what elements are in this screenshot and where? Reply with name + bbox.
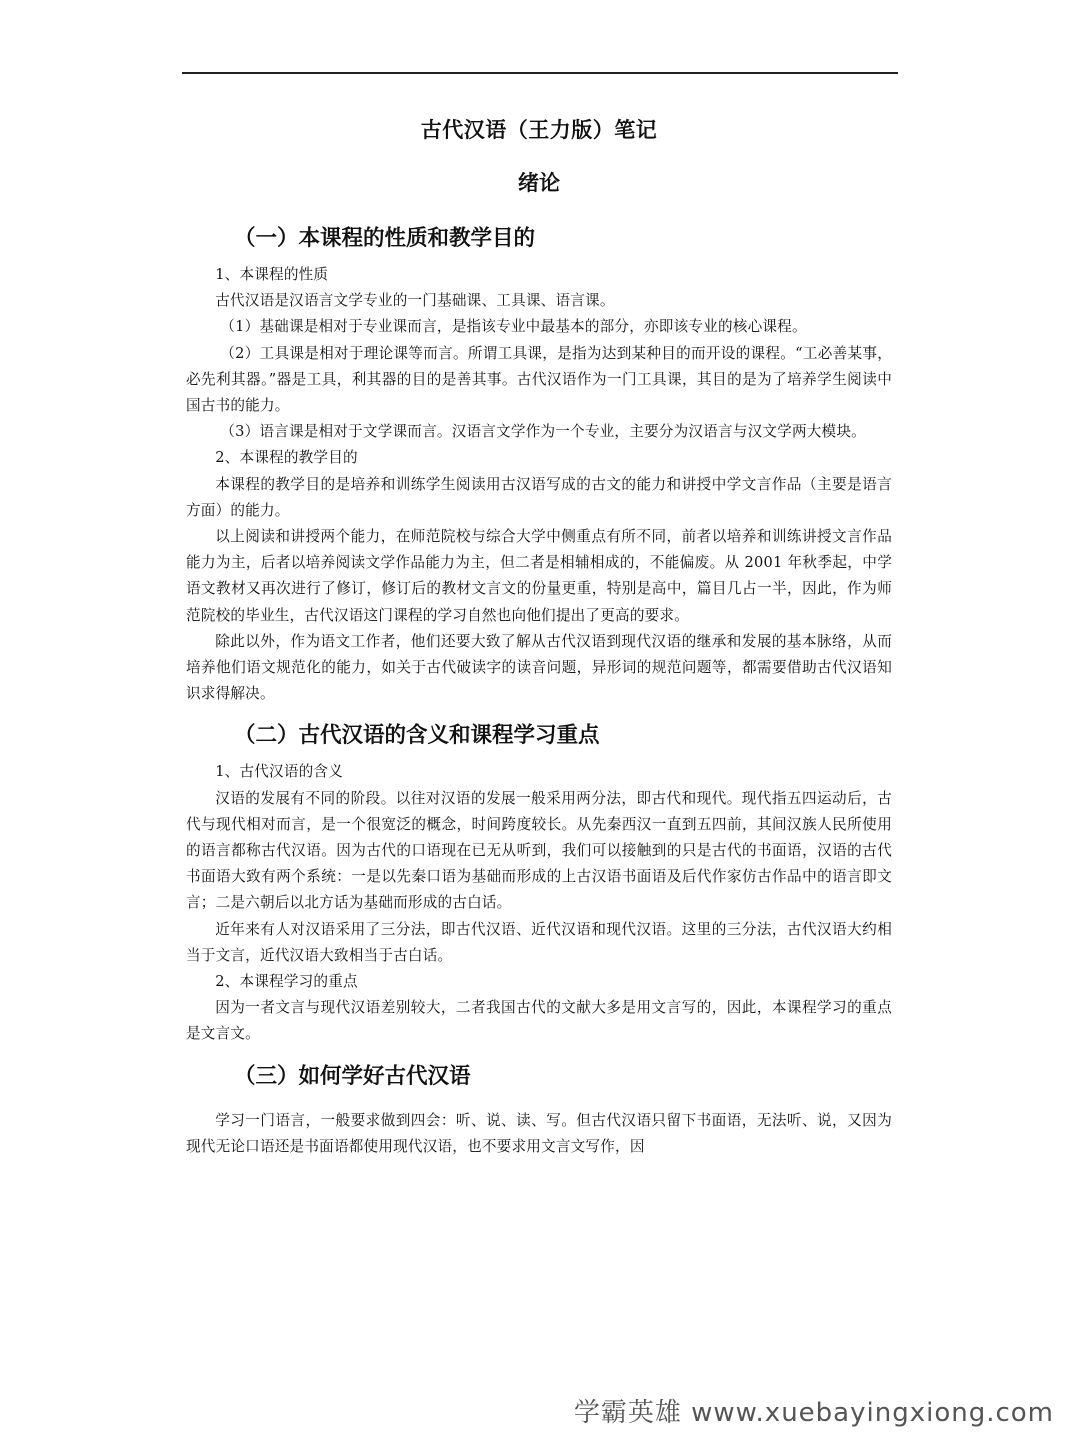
paragraph: 汉语的发展有不同的阶段。以往对汉语的发展一般采用两分法，即古代和现代。现代指五四运动后，古代与现代相对而言，是一个很宽泛的概念，时间跨度较长。从先秦西汉一直到五四前，其间汉族人民所使用的语言都称古代汉语。因为古代的口语现在已无从听到，我们可以接触到的只是古代的书面语，汉语的古代书面语大致有两个系统：一是以先秦口语为基础而形成的上古汉语书面语及后代作家仿古作品中的语言即文言；二是六朝后以北方话为基础而形成的古白话。 — [186, 789, 892, 912]
subsection-heading: 1、本课程的性质 — [215, 266, 329, 283]
paragraph: （1）基础课是相对于专业课而言，是指该专业中最基本的部分，亦即该专业的核心课程。 — [220, 318, 807, 336]
section-heading: （一）本课程的性质和教学目的 — [234, 226, 536, 251]
document-title: 古代汉语（王力版）笔记 — [420, 117, 658, 142]
paragraph: 本课程的教学目的是培养和训练学生阅读用古汉语写成的古文的能力和讲授中学文言作品（主要是语言方面）的能力。 — [186, 475, 892, 519]
paragraph: （3）语言课是相对于文学课而言。汉语言文学作为一个专业，主要分为汉语言与汉文学两大模块。 — [220, 423, 866, 441]
subsection-heading: 2、本课程学习的重点 — [215, 973, 358, 991]
paragraph: 近年来有人对汉语采用了三分法，即古代汉语、近代汉语和现代汉语。这里的三分法，古代汉语大约相当于文言，近代汉语大致相当于古白话。 — [186, 920, 892, 964]
header-rule — [182, 72, 898, 74]
subsection-heading: 2、本课程的教学目的 — [215, 449, 358, 467]
section-heading: （二）古代汉语的含义和课程学习重点 — [234, 723, 600, 749]
paragraph: 学习一门语言，一般要求做到四会：听、说、读、写。但古代汉语只留下书面语，无法听、说，又因为现代无论口语还是书面语都使用现代汉语，也不要求用文言文写作，因 — [186, 1111, 892, 1155]
document-body — [186, 110, 892, 1160]
paragraph: 古代汉语是汉语言文学专业的一门基础课、工具课、语言课。 — [215, 292, 615, 310]
paragraph: 以上阅读和讲授两个能力，在师范院校与综合大学中侧重点有所不同，前者以培养和训练讲授文言作品能力为主，后者以培养阅读文学作品能力为主，但二者是相辅相成的，不能偏废。从 2001 年秋季起，中学语文教材又再次进行了修订，修订后的教材文言文的份量更重，特别是高中，篇目几占一半，因此，作为师范院校的毕业生，古代汉语这门课程的学习自然也向他们提出了更高的要求。 — [186, 528, 892, 624]
paragraph: （2）工具课是相对于理论课等而言。所谓工具课，是指为达到某种目的而开设的课程。“工必善某事，必先利其器。”器是工具，利其器的目的是善其事。古代汉语作为一门工具课，其目的是为了培养学生阅读中国古书的能力。 — [186, 344, 892, 415]
paragraph: 除此以外，作为语文工作者，他们还要大致了解从古代汉语到现代汉语的继承和发展的基本脉络，从而培养他们语文规范化的能力，如关于古代破读字的读音问题，异形词的规范问题等，都需要借助古代汉语知识求得解决。 — [186, 632, 892, 703]
section-heading: （三）如何学好古代汉语 — [234, 1063, 471, 1089]
watermark: 学霸英雄 www.xuebayingxiong.com — [573, 1398, 1054, 1428]
paragraph: 因为一者文言与现代汉语差别较大，二者我国古代的文献大多是用文言写的，因此，本课程学习的重点是文言文。 — [186, 999, 892, 1043]
subsection-heading: 1、古代汉语的含义 — [215, 763, 344, 781]
document-subtitle: 绪论 — [518, 170, 560, 195]
